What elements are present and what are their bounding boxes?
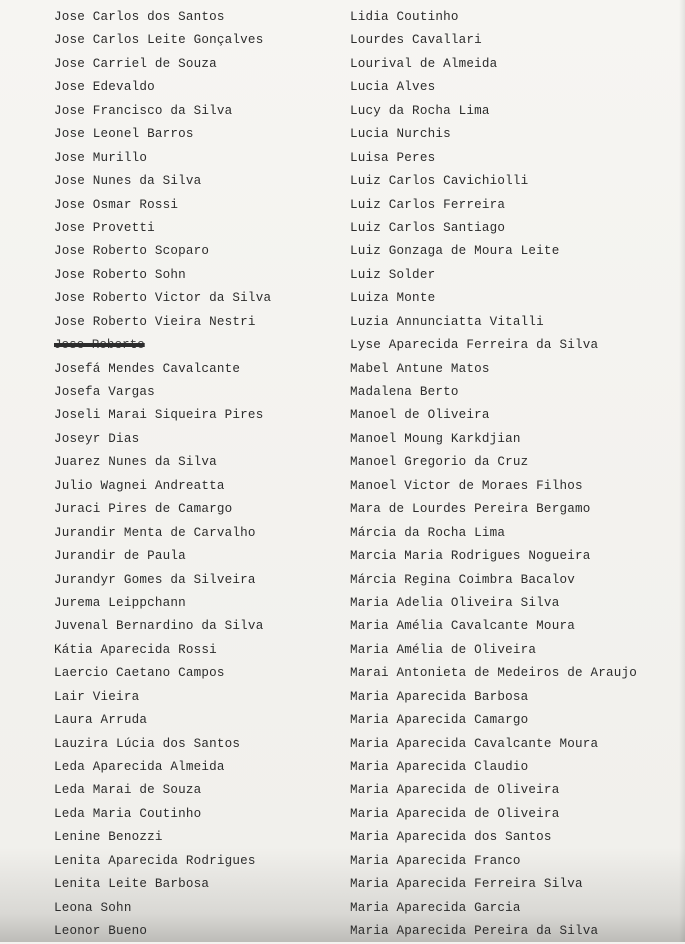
name-entry: Lourdes Cavallari — [350, 33, 482, 48]
name-entry: Jose Leonel Barros — [54, 127, 194, 142]
struck-out-entry: Jose Roberto — [54, 338, 145, 353]
name-entry: Jose Provetti — [54, 220, 155, 235]
name-entry: Maria Aparecida de Oliveira — [350, 806, 560, 821]
name-entry: Mabel Antune Matos — [350, 361, 490, 376]
name-entry: Jurema Leippchann — [54, 595, 186, 610]
name-entry: Manoel Gregorio da Cruz — [350, 455, 529, 470]
name-entry: Jose Roberto Sohn — [54, 267, 186, 282]
name-entry: Lucia Alves — [350, 80, 436, 95]
name-entry: Luiz Solder — [350, 267, 436, 282]
name-entry: Josefa Vargas — [54, 385, 155, 399]
name-entry: Juvenal Bernardino da Silva — [54, 619, 264, 634]
name-entry: Jurandyr Gomes da Silveira — [54, 572, 256, 587]
name-entry: Jose Murillo — [54, 150, 148, 165]
name-entry: Maria Aparecida de Oliveira — [350, 783, 560, 798]
name-entry: Maria Aparecida Camargo — [350, 713, 529, 728]
name-entry: Josefá Mendes Cavalcante — [54, 361, 241, 376]
name-entry: Laercio Caetano Campos — [54, 666, 225, 681]
name-entry: Kátia Aparecida Rossi — [54, 642, 217, 657]
name-entry: Lourival de Almeida — [350, 56, 498, 71]
name-entry: Maria Aparecida Claudio — [350, 760, 529, 774]
name-entry: Jose Nunes da Silva — [54, 174, 202, 189]
name-entry: Julio Wagnei Andreatta — [54, 478, 225, 493]
name-entry: Manoel Moung Karkdjian — [350, 431, 521, 446]
name-entry: Leda Aparecida Almeida — [54, 760, 225, 774]
name-entry: Jose Carlos Leite Gonçalves — [54, 33, 264, 48]
name-entry: Manoel de Oliveira — [350, 408, 490, 423]
name-entry: Manoel Victor de Moraes Filhos — [350, 478, 583, 493]
name-entry: Marcia Maria Rodrigues Nogueira — [350, 549, 591, 564]
name-entry: Juarez Nunes da Silva — [54, 455, 217, 470]
name-entry: Lucy da Rocha Lima — [350, 103, 490, 118]
name-entry: Lenita Aparecida Rodrigues — [54, 853, 256, 868]
name-entry: Leda Maria Coutinho — [54, 806, 202, 821]
name-entry: Leonor Bueno — [54, 924, 148, 939]
name-entry: Lenine Benozzi — [54, 830, 163, 845]
name-entry: Maria Aparecida Franco — [350, 853, 521, 868]
name-entry: Maria Aparecida Pereira da Silva — [350, 924, 599, 939]
name-entry: Lidia Coutinho — [350, 10, 459, 24]
name-entry: Joseli Marai Siqueira Pires — [54, 408, 264, 423]
name-entry: Luiz Carlos Santiago — [350, 220, 506, 235]
name-entry: Marai Antonieta de Medeiros de Araujo — [350, 666, 638, 681]
name-entry: Luiz Carlos Cavichiolli — [350, 174, 529, 189]
name-entry: Lenita Leite Barbosa — [54, 877, 210, 892]
name-entry: Jose Osmar Rossi — [54, 197, 179, 212]
name-entry: Maria Adelia Oliveira Silva — [350, 595, 560, 610]
name-entry: Maria Aparecida Garcia — [350, 900, 521, 915]
name-entry: Maria Amélia Cavalcante Moura — [350, 619, 575, 634]
name-entry: Luzia Annunciatta Vitalli — [350, 314, 544, 329]
name-entry: Jurandir de Paula — [54, 549, 186, 564]
name-entry: Leda Marai de Souza — [54, 783, 202, 798]
name-entry: Leona Sohn — [54, 900, 132, 915]
name-entry: Jose Roberto Scoparo — [54, 244, 210, 259]
name-entry: Jose Carriel de Souza — [54, 56, 217, 71]
name-entry: Lair Vieira — [54, 689, 140, 704]
left-name-column — [54, 6, 344, 944]
name-entry: Juraci Pires de Camargo — [54, 502, 233, 517]
name-entry: Mara de Lourdes Pereira Bergamo — [350, 502, 591, 517]
name-entry: Luiz Carlos Ferreira — [350, 197, 506, 212]
name-entry: Madalena Berto — [350, 385, 459, 399]
name-entry: Lucia Nurchis — [350, 127, 451, 142]
name-entry: Lyse Aparecida Ferreira da Silva — [350, 338, 599, 353]
name-entry: Márcia da Rocha Lima — [350, 525, 506, 540]
name-entry: Márcia Regina Coimbra Bacalov — [350, 572, 575, 587]
name-entry: Laura Arruda — [54, 713, 148, 728]
right-name-column — [350, 6, 680, 944]
name-entry: Maria Aparecida Ferreira Silva — [350, 877, 583, 892]
name-entry: Jurandir Menta de Carvalho — [54, 525, 256, 540]
name-entry: Luisa Peres — [350, 150, 436, 165]
name-entry: Maria Aparecida Cavalcante Moura — [350, 736, 599, 751]
page-edge-shadow — [679, 0, 685, 942]
name-entry: Maria Aparecida dos Santos — [350, 830, 552, 845]
name-entry: Jose Roberto Victor da Silva — [54, 291, 272, 306]
name-entry: Jose Francisco da Silva — [54, 103, 233, 118]
name-entry: Maria Amélia de Oliveira — [350, 642, 537, 657]
name-entry: Jose Roberto Vieira Nestri — [54, 314, 256, 329]
name-entry: Luiz Gonzaga de Moura Leite — [350, 244, 560, 259]
name-entry: Jose Carlos dos Santos — [54, 10, 225, 24]
name-entry: Lauzira Lúcia dos Santos — [54, 736, 241, 751]
name-entry: Luiza Monte — [350, 291, 436, 306]
name-entry: Maria Aparecida Barbosa — [350, 689, 529, 704]
name-entry: Joseyr Dias — [54, 431, 140, 446]
name-entry: Jose Edevaldo — [54, 80, 155, 95]
